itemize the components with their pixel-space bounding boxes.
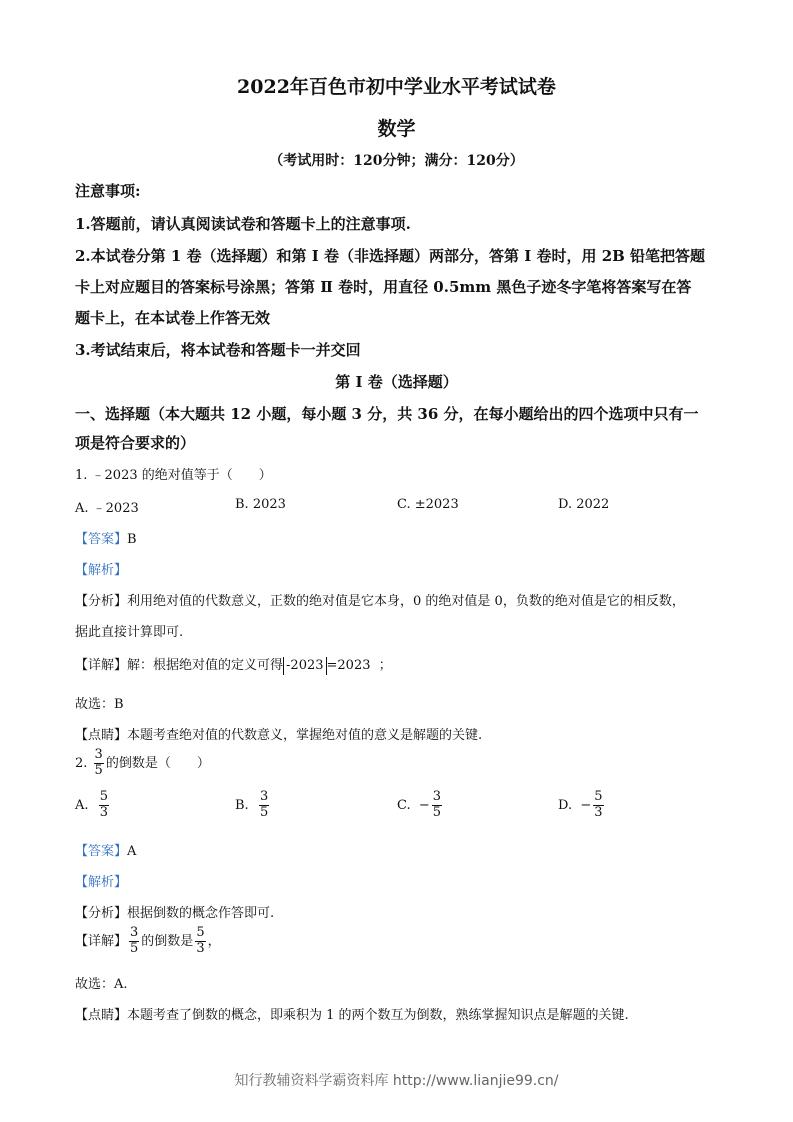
q2-number: 2.	[75, 755, 88, 771]
detail-tag: 【详解】	[75, 933, 128, 949]
q2-option-c-fraction: $\frac{3}{5}$	[432, 789, 442, 820]
q2-review	[75, 1004, 725, 1023]
q1-review	[75, 724, 725, 743]
q2-detail-fraction-2: $\frac{5}{3}$	[196, 925, 205, 956]
q1-option-c: C. ±2023	[397, 497, 459, 512]
note-2-line-3: 题卡上，在本试卷上作答无效	[75, 309, 271, 327]
q2-option-b-fraction: $\frac{3}{5}$	[259, 789, 269, 820]
q2-option-a: A. $\frac{5}{3}$	[75, 789, 109, 820]
answer-tag: 【答案】	[75, 844, 128, 859]
q2-detail	[75, 926, 725, 957]
detail-equals: =2023	[326, 658, 371, 673]
review-tag: 【点睛】	[75, 1008, 128, 1023]
q1-option-a: A. ﹣2023	[75, 501, 139, 516]
q2-option-d-fraction: $\frac{5}{3}$	[594, 789, 603, 820]
review-text: 本题考查了倒数的概念，即乘积为 1 的两个数互为倒数，熟练掌握知识点是解题的关键.	[127, 1008, 629, 1023]
q1-fenxi-line-2: 据此直接计算即可.	[75, 625, 184, 640]
fenxi-tag: 【分析】	[75, 906, 128, 921]
exam-title: 2022年百色市初中学业水平考试试卷	[237, 76, 556, 98]
q2-stem-text: 的倒数是（ ）	[105, 755, 210, 771]
footer-watermark: 知行教辅资料学霸资料库 http://www.lianjie99.cn/	[234, 1073, 559, 1089]
q2-option-c: C. − $\frac{3}{5}$	[397, 789, 442, 820]
note-2-line-1: 2.本试卷分第 1 卷（选择题）和第 I 卷（非选择题）两部分，答第 I 卷时，用 2B 铅笔把答题	[75, 247, 706, 265]
absolute-value-expression: -2023	[283, 657, 326, 675]
note-2-line-2: 卡上对应题目的答案标号涂黑；答第 Ⅱ 卷时，用直径 0.5mm 黑色子迹冬字笔将答案写在答	[75, 278, 692, 296]
q1-fenxi-line-1	[75, 590, 725, 609]
q1-choose: 故选：B	[75, 697, 124, 712]
section-heading-line-2: 项是符合要求的）	[75, 434, 196, 452]
q2-choose: 故选：A.	[75, 977, 128, 992]
q1-stem: 1. ﹣2023 的绝对值等于（ ）	[75, 468, 272, 483]
answer-value: B	[127, 532, 137, 547]
q1-option-b: B. 2023	[235, 497, 286, 512]
q2-stem	[75, 748, 725, 779]
q1-answer	[75, 528, 725, 547]
section-heading-line-1: 一、选择题（本大题共 12 小题，每小题 3 分，共 36 分，在每小题给出的四个选项中只有一	[75, 405, 699, 423]
q1-analysis-tag: 【解析】	[75, 563, 128, 578]
review-text: 本题考查绝对值的代数意义，掌握绝对值的意义是解题的关键.	[127, 728, 483, 743]
note-3: 3.考试结束后，将本试卷和答题卡一并交回	[75, 341, 361, 359]
review-tag: 【点睛】	[75, 728, 128, 743]
q2-analysis-tag: 【解析】	[75, 875, 128, 890]
q2-fenxi	[75, 902, 725, 921]
q2-option-d: D. − $\frac{5}{3}$	[558, 789, 603, 820]
q2-stem-fraction: $\frac{3}{5}$	[94, 747, 103, 778]
q2-option-a-fraction: $\frac{5}{3}$	[99, 789, 109, 820]
volume-heading: 第 I 卷（选择题）	[335, 373, 458, 391]
q1-detail	[75, 654, 725, 675]
fenxi-tag: 【分析】	[75, 594, 128, 609]
q2-answer	[75, 840, 725, 859]
note-1: 1.答题前，请认真阅读试卷和答题卡上的注意事项.	[75, 215, 411, 233]
q1-option-d: D. 2022	[558, 497, 610, 512]
detail-text: 解：根据绝对值的定义可得	[127, 658, 284, 673]
detail-end: ，	[207, 933, 221, 949]
answer-value: A	[127, 844, 137, 859]
detail-end: ；	[378, 658, 392, 673]
answer-tag: 【答案】	[75, 532, 128, 547]
exam-info: （考试用时：120分钟；满分：120分）	[269, 153, 524, 169]
detail-tag: 【详解】	[75, 658, 128, 673]
detail-middle: 的倒数是	[141, 933, 194, 949]
notes-heading: 注意事项:	[75, 182, 141, 200]
fenxi-text: 根据倒数的概念作答即可.	[127, 906, 275, 921]
fenxi-text: 利用绝对值的代数意义，正数的绝对值是它本身，0 的绝对值是 0，负数的绝对值是它的相反数，	[127, 594, 685, 609]
q2-option-b: B. $\frac{3}{5}$	[235, 789, 269, 820]
q2-detail-fraction-1: $\frac{3}{5}$	[130, 925, 139, 956]
exam-subject: 数学	[377, 118, 416, 140]
